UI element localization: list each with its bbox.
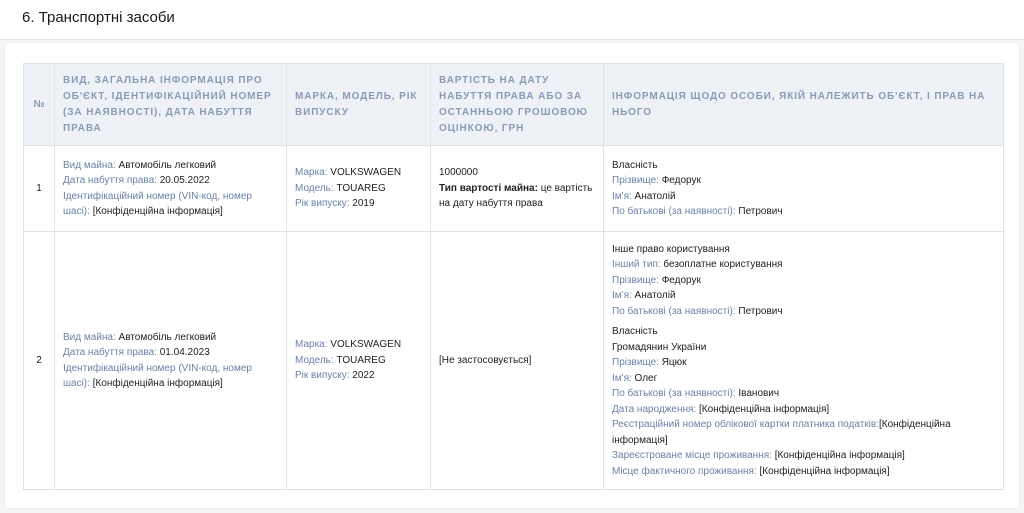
patronymic-label: По батькові (за наявності): xyxy=(612,305,736,317)
make-value: VOLKSWAGEN xyxy=(330,339,402,351)
surname-label: Прізвище: xyxy=(612,274,659,286)
vehicles-table xyxy=(23,63,1004,490)
year-value: 2022 xyxy=(352,370,375,382)
vin-label: Ідентифікаційний номер (VIN-код, номер шасі): xyxy=(63,190,252,217)
owner-right: Інше право користування xyxy=(612,243,730,255)
registered-address-label: Зареєстроване місце проживання: xyxy=(612,450,772,462)
section-title: 6. Транспортні засоби xyxy=(22,9,175,26)
value-cell xyxy=(431,146,604,232)
actual-address-value: [Конфіденційна інформація] xyxy=(759,465,890,477)
surname-value: Федорук xyxy=(661,175,701,186)
vin-value: [Конфіденційна інформація] xyxy=(92,378,223,389)
model-label: Модель: xyxy=(295,182,334,194)
model-value: TOUAREG xyxy=(336,354,386,366)
citizenship: Громадянин України xyxy=(612,341,707,353)
make-label: Марка: xyxy=(295,339,328,351)
patronymic-value: Петрович xyxy=(738,206,783,217)
owner-cell xyxy=(604,146,1004,232)
value-cell xyxy=(431,232,604,490)
other-type-label: Інший тип: xyxy=(612,259,661,271)
value-amount: [Не застосовується] xyxy=(439,354,532,366)
header-num: № xyxy=(24,64,55,146)
year-label: Рік випуску: xyxy=(295,198,350,210)
make-label: Марка: xyxy=(295,167,328,179)
header-type: ВИД, ЗАГАЛЬНА ІНФОРМАЦІЯ ПРО ОБ'ЄКТ, ІДЕНТИФІКАЦІЙНИЙ НОМЕР (ЗА НАЯВНОСТІ), ДАТА НАБУТТЯ ПРАВА xyxy=(55,64,287,146)
surname-value: Федорук xyxy=(661,274,701,286)
kind-label: Вид майна: xyxy=(63,331,116,343)
tax-number-label: Реєстраційний номер облікової картки платника податків: xyxy=(612,419,879,431)
model-label: Модель: xyxy=(295,354,334,366)
vehicles-card xyxy=(4,42,1020,509)
type-cell xyxy=(55,146,287,232)
date-value: 01.04.2023 xyxy=(159,347,210,358)
name-label: Ім'я: xyxy=(612,290,632,302)
date-label: Дата набуття права: xyxy=(63,175,157,186)
birth-date-value: [Конфіденційна інформація] xyxy=(699,403,830,415)
surname-label: Прізвище: xyxy=(612,357,659,369)
table-row xyxy=(24,232,1004,490)
value-type-label: Тип вартості майна: xyxy=(439,182,538,194)
surname-label: Прізвище: xyxy=(612,175,659,186)
make-value: VOLKSWAGEN xyxy=(330,167,402,179)
table-header-row xyxy=(24,64,1004,146)
date-label: Дата набуття права: xyxy=(63,347,157,358)
year-value: 2019 xyxy=(352,198,375,210)
type-cell xyxy=(55,232,287,490)
patronymic-label: По батькові (за наявності): xyxy=(612,206,736,217)
name-label: Ім'я: xyxy=(612,372,632,384)
section-header xyxy=(0,0,1024,40)
birth-date-label: Дата народження: xyxy=(612,403,697,415)
owner-cell xyxy=(604,232,1004,490)
kind-value: Автомобіль легковий xyxy=(118,331,217,343)
value-amount: 1000000 xyxy=(439,167,478,179)
registered-address-value: [Конфіденційна інформація] xyxy=(774,450,905,462)
kind-value: Автомобіль легковий xyxy=(118,159,217,171)
surname-value: Яцюк xyxy=(661,357,687,369)
name-value: Анатолій xyxy=(634,190,676,202)
tax-number-value: [Конфіденційна інформація] xyxy=(612,419,951,446)
name-value: Анатолій xyxy=(634,290,676,302)
value-type-value: це вартість на дату набуття права xyxy=(439,182,593,210)
model-cell xyxy=(287,146,431,232)
vin-label: Ідентифікаційний номер (VIN-код, номер шасі): xyxy=(63,362,252,389)
patronymic-value: Іванович xyxy=(738,388,780,400)
header-owner: ІНФОРМАЦІЯ ЩОДО ОСОБИ, ЯКІЙ НАЛЕЖИТЬ ОБ'ЄКТ, І ПРАВ НА НЬОГО xyxy=(604,64,1004,146)
row-number: 1 xyxy=(24,146,55,232)
name-label: Ім'я: xyxy=(612,190,632,202)
kind-label: Вид майна: xyxy=(63,159,116,171)
table-row xyxy=(24,146,1004,232)
patronymic-value: Петрович xyxy=(738,305,783,317)
other-type-value: безоплатне користування xyxy=(663,259,783,271)
owner-right: Власність xyxy=(612,326,658,338)
row-number: 2 xyxy=(24,232,55,490)
date-value: 20.05.2022 xyxy=(159,175,210,186)
year-label: Рік випуску: xyxy=(295,370,350,382)
header-value: ВАРТІСТЬ НА ДАТУ НАБУТТЯ ПРАВА АБО ЗА ОСТАННЬОЮ ГРОШОВОЮ ОЦІНКОЮ, ГРН xyxy=(431,64,604,146)
vin-value: [Конфіденційна інформація] xyxy=(92,206,223,217)
header-model: МАРКА, МОДЕЛЬ, РІК ВИПУСКУ xyxy=(287,64,431,146)
model-cell xyxy=(287,232,431,490)
patronymic-label: По батькові (за наявності): xyxy=(612,388,736,400)
name-value: Олег xyxy=(634,372,658,384)
model-value: TOUAREG xyxy=(336,182,386,194)
owner-right: Власність xyxy=(612,159,658,171)
actual-address-label: Місце фактичного проживання: xyxy=(612,465,757,477)
